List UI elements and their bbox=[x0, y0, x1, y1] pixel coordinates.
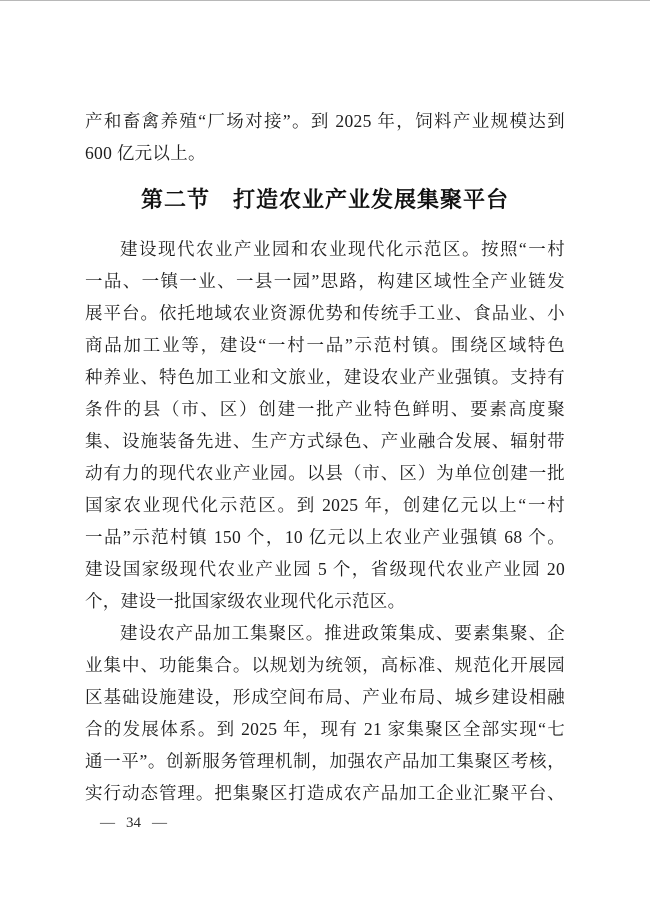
intro-paragraph bbox=[85, 105, 565, 169]
text-line: 产和畜禽养殖“厂场对接”。到 2025 年，饲料产业规模达到 bbox=[85, 111, 565, 131]
text-line: 集、设施装备先进、生产方式绿色、产业融合发展、辐射带 bbox=[85, 431, 565, 451]
footer-dash-left: — bbox=[100, 815, 115, 831]
text-line: 一品、一镇一业、一县一园”思路，构建区域性全产业链发 bbox=[85, 271, 565, 291]
paragraph-processing-clusters bbox=[85, 617, 565, 809]
section-heading: 第二节 打造农业产业发展集聚平台 bbox=[140, 187, 509, 212]
text-line: 建设现代农业产业园和农业现代化示范区。按照“一村 bbox=[120, 239, 565, 259]
text-line: 建设国家级现代农业产业园 5 个，省级现代农业产业园 20 bbox=[85, 559, 565, 579]
footer-dash-right: — bbox=[152, 815, 167, 831]
text-line: 建设农产品加工集聚区。推进政策集成、要素集聚、企 bbox=[120, 623, 565, 643]
body-text bbox=[85, 105, 565, 809]
text-line: 区基础设施建设，形成空间布局、产业布局、城乡建设相融 bbox=[85, 687, 565, 707]
text-line: 国家农业现代化示范区。到 2025 年，创建亿元以上“一村 bbox=[85, 495, 565, 515]
text-line: 通一平”。创新服务管理机制，加强农产品加工集聚区考核， bbox=[85, 751, 565, 771]
text-line: 业集中、功能集合。以规划为统领，高标准、规范化开展园 bbox=[85, 655, 565, 675]
paragraph-modern-agriculture-parks bbox=[85, 233, 565, 617]
page-footer bbox=[100, 813, 167, 833]
text-line: 600 亿元以上。 bbox=[85, 143, 206, 163]
page-number: 34 bbox=[126, 815, 141, 831]
text-line: 实行动态管理。把集聚区打造成农产品加工企业汇聚平台、 bbox=[85, 783, 565, 803]
text-line: 个，建设一批国家级农业现代化示范区。 bbox=[85, 591, 406, 611]
text-line: 商品加工业等，建设“一村一品”示范村镇。围绕区域特色 bbox=[85, 335, 565, 355]
text-line: 展平台。依托地域农业资源优势和传统手工业、食品业、小 bbox=[85, 303, 565, 323]
text-line: 合的发展体系。到 2025 年，现有 21 家集聚区全部实现“七 bbox=[85, 719, 565, 739]
text-line: 一品”示范村镇 150 个，10 亿元以上农业产业强镇 68 个。 bbox=[85, 527, 565, 547]
text-line: 条件的县（市、区）创建一批产业特色鲜明、要素高度聚 bbox=[85, 399, 565, 419]
text-line: 动有力的现代农业产业园。以县（市、区）为单位创建一批 bbox=[85, 463, 565, 483]
page-top-edge bbox=[0, 0, 650, 1]
text-line: 种养业、特色加工业和文旅业，建设农业产业强镇。支持有 bbox=[85, 367, 565, 387]
